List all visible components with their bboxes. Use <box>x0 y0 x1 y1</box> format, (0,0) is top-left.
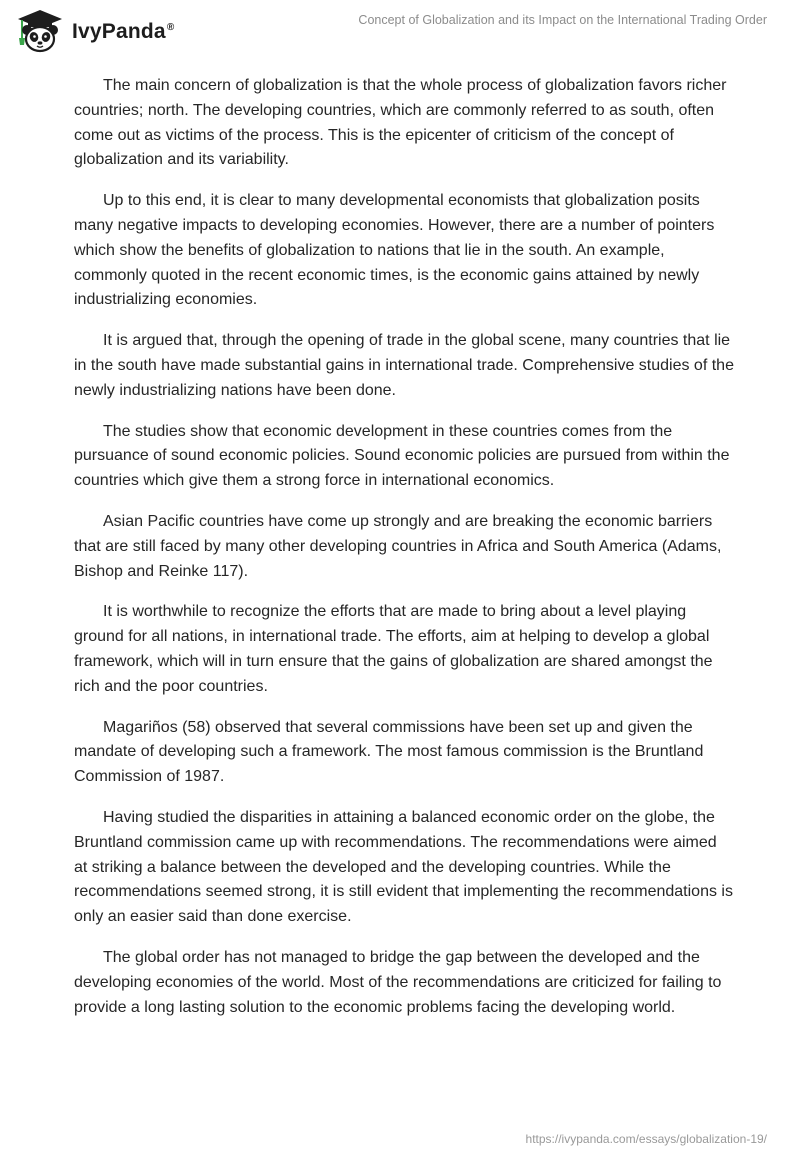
paragraph: It is worthwhile to recognize the efforts that are made to bring about a level playing ground for all nations, in international trade. The efforts, aim at helping to develop a global framework, which will in turn ensure that the gains of globalization are shared amongst the rich and the poor countries. <box>74 603 713 695</box>
paragraph: Having studied the disparities in attaining a balanced economic order on the globe, the Bruntland commission came up with recommendations. The recommendations were aimed at striking a balance between the developed and the developing countries. While the recommendations seemed strong, it is still evident that implementing the recommendations is only an easier said than done exercise. <box>74 808 733 926</box>
essay-body <box>74 74 734 1036</box>
paragraph: Magariños (58) observed that several commissions have been set up and given the mandate of developing such a framework. The most famous commission is the Bruntland Commission of 1987. <box>74 718 704 786</box>
page-header <box>0 0 800 64</box>
panda-graduate-icon <box>14 8 66 54</box>
paragraph: The global order has not managed to bridge the gap between the developed and the developing economies of the world. Most of the recommendations are criticized for failing to provide a long lasting solution to the economic problems facing the developing world. <box>74 948 722 1016</box>
source-url[interactable]: https://ivypanda.com/essays/globalization-19/ <box>525 1132 767 1146</box>
brand-name: IvyPanda® <box>72 20 175 43</box>
paragraph: The main concern of globalization is that the whole process of globalization favors richer countries; north. The developing countries, which are commonly referred to as south, often come out as victims of the process. This is the epicenter of criticism of the concept of globalization and its variability. <box>74 77 727 169</box>
paragraph: Up to this end, it is clear to many developmental economists that globalization posits many negative impacts to developing economies. However, there are a number of pointers which show the benefits of globalization to nations that lie in the south. An example, commonly quoted in the recent economic times, is the economic gains attained by newly industrializing economies. <box>74 192 715 309</box>
paragraph: Asian Pacific countries have come up strongly and are breaking the economic barriers that are still faced by many other developing countries in Africa and South America (Adams, Bishop and Reinke 117). <box>74 512 722 580</box>
document-title: Concept of Globalization and its Impact on the International Trading Order <box>358 13 767 27</box>
logo[interactable] <box>14 8 174 54</box>
paragraph: The studies show that economic development in these countries comes from the pursuance of sound economic policies. Sound economic policies are pursued from within the countries which give them a strong force in international economics. <box>74 422 730 490</box>
paragraph: It is argued that, through the opening of trade in the global scene, many countries that lie in the south have made substantial gains in international trade. Comprehensive studies of the newly industrializing nations have been done. <box>74 332 734 399</box>
